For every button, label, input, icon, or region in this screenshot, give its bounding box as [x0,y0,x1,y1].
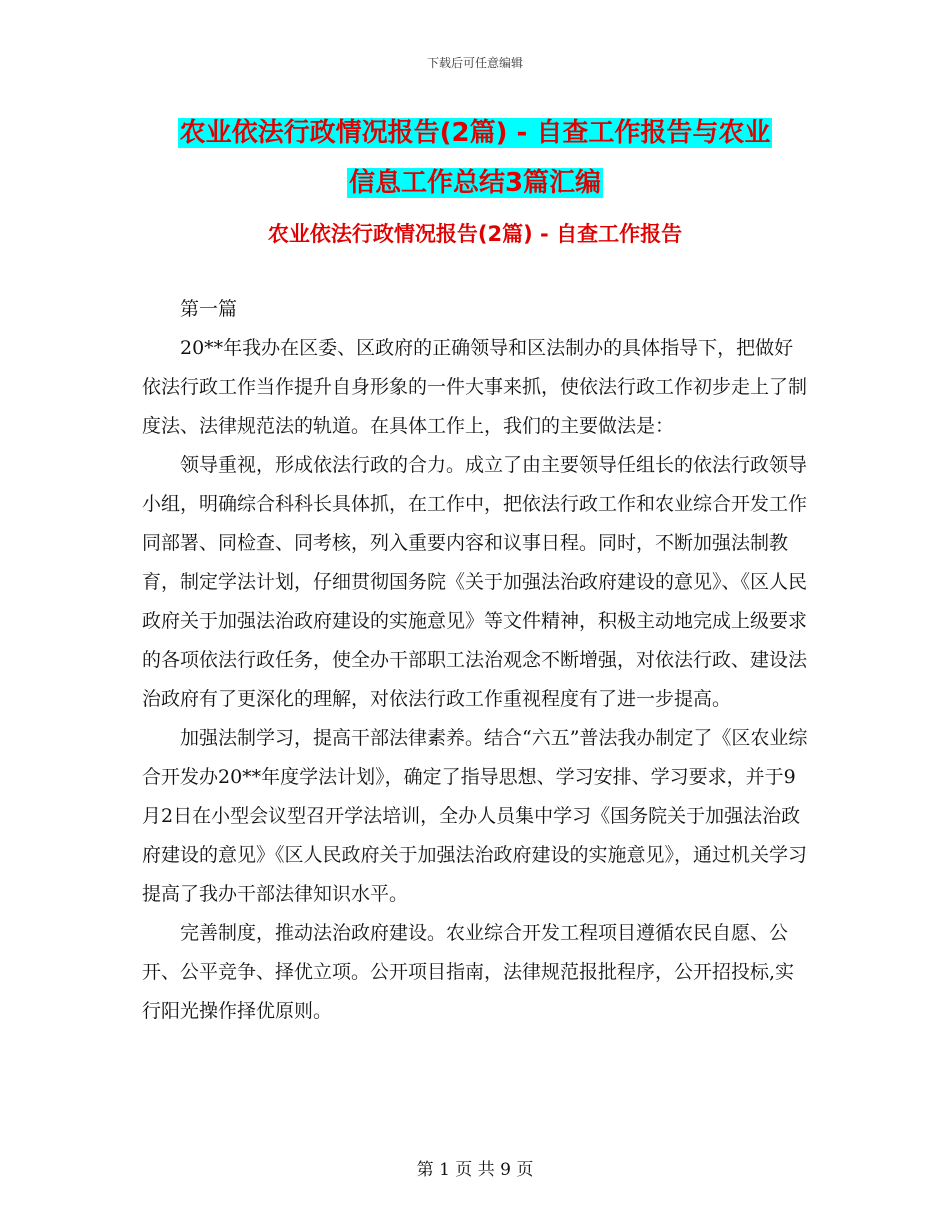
header-note: 下载后可任意编辑 [426,56,523,70]
section-title: 农业依法行政情况报告(2篇) - 自查工作报告 [267,222,683,246]
document-body [142,290,810,1031]
document-title-line-2: 信息工作总结3篇汇编 [348,168,602,198]
paragraph: 领导重视，形成依法行政的合力。成立了由主要领导任组长的依法行政领导小组，明确综合科科长具体抓，在工作中，把依法行政工作和农业综合开发工作同部署、同检查、同考核，列入重要内容和议事日程。同时，不断加强法制教育，制定学法计划，仔细贯彻国务院《关于加强法治政府建设的意见》、《区人民政府关于加强法治政府建设的实施意见》等文件精神，积极主动地完成上级要求的各项依法行政任务，使全办干部职工法治观念不断增强，对依法行政、建设法治政府有了更深化的理解，对依法行政工作重视程度有了进一步提高。 [142,454,808,710]
document-title-line-1: 农业依法行政情况报告(2篇) - 自查工作报告与农业 [179,118,771,148]
document-title [140,108,810,208]
paragraph: 完善制度，推动法治政府建设。农业综合开发工程项目遵循农民自愿、公开、公平竞争、择优立项。公开项目指南，法律规范报批程序，公开招投标,实行阳光操作择优原则。 [142,922,795,1022]
paragraph: 20**年我办在区委、区政府的正确领导和区法制办的具体指导下，把做好依法行政工作当作提升自身形象的一件大事来抓，使依法行政工作初步走上了制度法、法律规范法的轨道。在具体工作上，我们的主要做法是： [142,337,808,437]
section-label: 第一篇 [180,298,238,320]
paragraph: 加强法制学习，提高干部法律素养。结合“六五”普法我办制定了《区农业综合开发办20**年度学法计划》，确定了指导思想、学习安排、学习要求，并于9月2日在小型会议型召开学法培训，全办人员集中学习《国务院关于加强法治政府建设的意见》《区人民政府关于加强法治政府建设的实施意见》，通过机关学习提高了我办干部法律知识水平。 [142,727,808,905]
page-footer: 第 1 页 共 9 页 [416,1160,534,1180]
